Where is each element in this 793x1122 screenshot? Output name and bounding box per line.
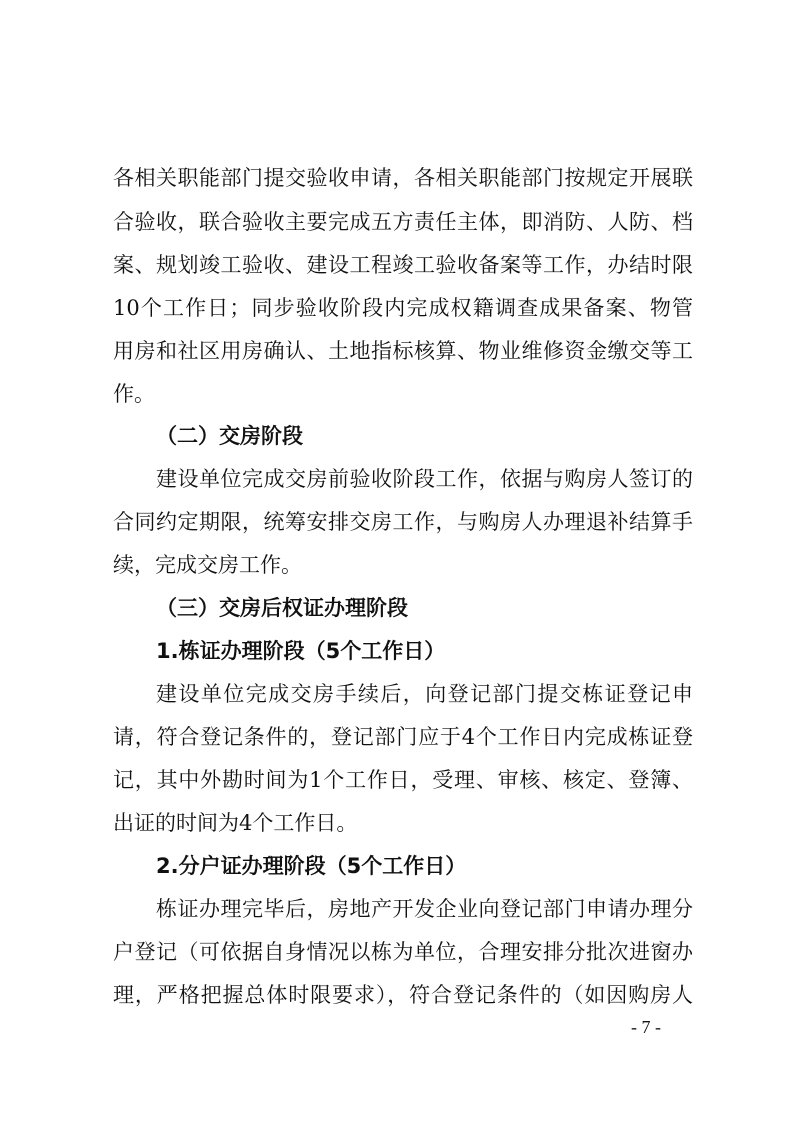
section-heading: （二）交房阶段 <box>156 424 303 448</box>
subsection-heading: 2.分户证办理阶段（5个工作日） <box>156 854 467 878</box>
paragraph-line: 出证的时间为4个工作日。 <box>113 811 358 835</box>
paragraph-line: 各相关职能部门提交验收申请，各相关职能部门按规定开展联 <box>113 166 693 190</box>
paragraph-line: 户登记（可依据自身情况以栋为单位，合理安排分批次进窗办 <box>113 940 693 964</box>
paragraph-line: 作。 <box>113 382 155 406</box>
paragraph-line: 建设单位完成交房前验收阶段工作，依据与购房人签订的 <box>156 467 693 491</box>
paragraph-line: 10个工作日；同步验收阶段内完成权籍调查成果备案、物管 <box>113 296 693 320</box>
subsection-heading: 1.栋证办理阶段（5个工作日） <box>156 639 446 663</box>
paragraph-line: 建设单位完成交房手续后，向登记部门提交栋证登记申 <box>156 682 693 706</box>
paragraph-line: 理，严格把握总体时限要求），符合登记条件的（如因购房人 <box>113 983 693 1007</box>
page-number: - 7 - <box>631 1017 661 1037</box>
paragraph-line: 案、规划竣工验收、建设工程竣工验收备案等工作，办结时限 <box>113 253 693 277</box>
paragraph-line: 合同约定期限，统筹安排交房工作，与购房人办理退补结算手 <box>113 510 693 534</box>
paragraph-line: 栋证办理完毕后，房地产开发企业向登记部门申请办理分 <box>156 897 693 921</box>
paragraph-line: 合验收，联合验收主要完成五方责任主体，即消防、人防、档 <box>113 210 693 234</box>
paragraph-line: 用房和社区用房确认、土地指标核算、物业维修资金缴交等工 <box>113 339 693 363</box>
paragraph-line: 记，其中外勘时间为1个工作日，受理、审核、核定、登簿、 <box>113 768 693 792</box>
paragraph-line: 请，符合登记条件的，登记部门应于4个工作日内完成栋证登 <box>113 725 693 749</box>
paragraph-line: 续，完成交房工作。 <box>113 553 302 577</box>
section-heading: （三）交房后权证办理阶段 <box>156 596 408 620</box>
